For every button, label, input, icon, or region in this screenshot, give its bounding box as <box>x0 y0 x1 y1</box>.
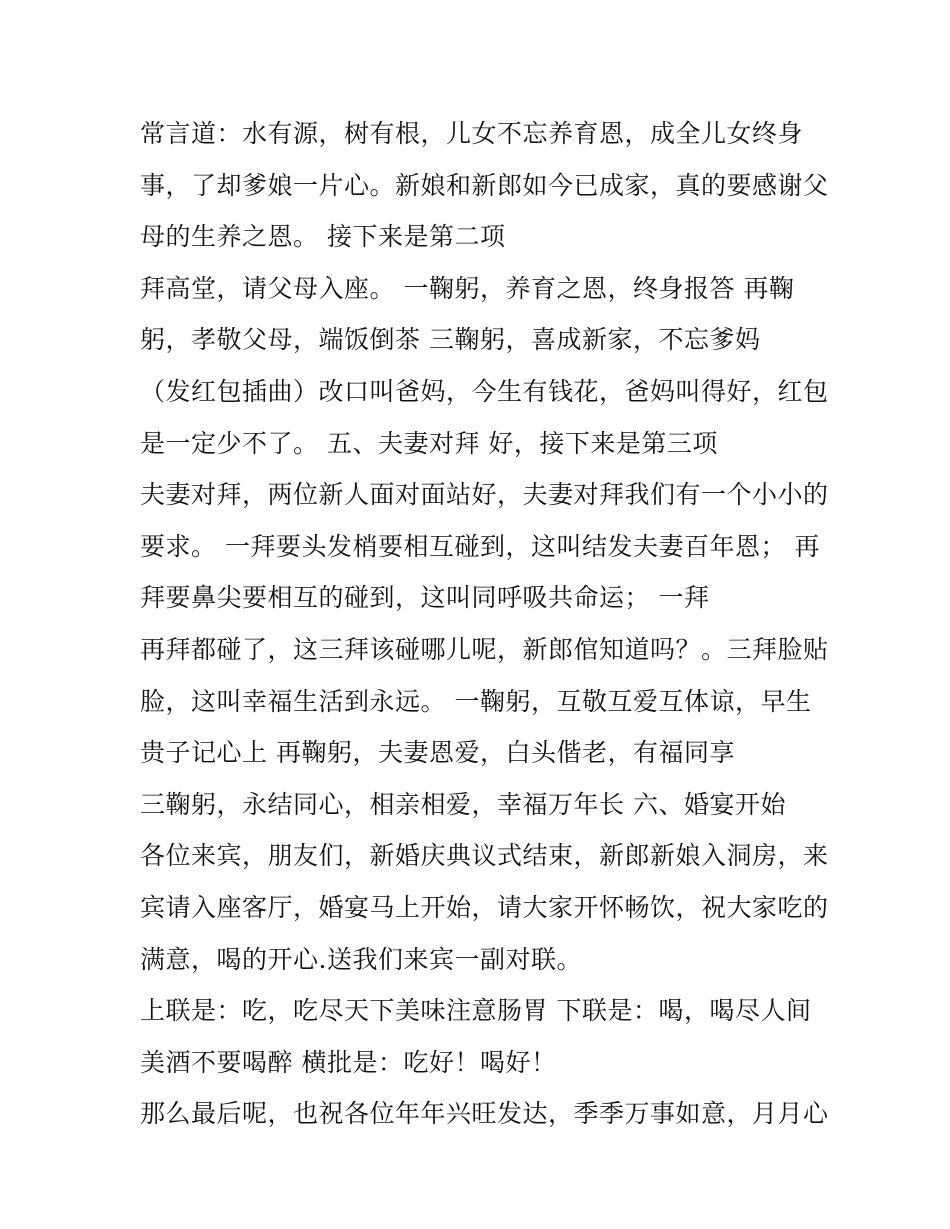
document-body <box>140 108 830 1140</box>
text-line: 母的生养之恩。 接下来是第二项 <box>140 222 506 252</box>
text-line: 拜要鼻尖要相互的碰到，这叫同呼吸共命运； 一拜 <box>140 583 710 613</box>
text-line: 宾请入座客厅，婚宴马上开始，请大家开怀畅饮，祝大家吃的 <box>140 892 829 922</box>
text-line: （发红包插曲）改口叫爸妈，今生有钱花，爸妈叫得好，红包 <box>140 376 829 406</box>
text-line: 是一定少不了。 五、夫妻对拜 好，接下来是第三项 <box>140 428 718 458</box>
text-line: 夫妻对拜，两位新人面对面站好，夫妻对拜我们有一个小小的 <box>140 480 829 510</box>
text-line: 再拜都碰了，这三拜该碰哪儿呢，新郎倌知道吗？。三拜脸贴 <box>140 634 829 664</box>
text-line: 美酒不要喝醉 横批是：吃好！喝好！ <box>140 1047 557 1077</box>
text-line: 那么最后呢，也祝各位年年兴旺发达，季季万事如意，月月心 <box>140 1099 829 1129</box>
text-line: 满意，喝的开心.送我们来宾一副对联。 <box>140 944 582 974</box>
text-line: 事，了却爹娘一片心。新娘和新郎如今已成家，真的要感谢父 <box>140 170 829 200</box>
text-line: 三鞠躬，永结同心，相亲相爱，幸福万年长 六、婚宴开始 <box>140 789 786 819</box>
text-line: 拜高堂，请父母入座。 一鞠躬，养育之恩，终身报答 再鞠 <box>140 273 795 303</box>
text-line: 常言道：水有源，树有根，儿女不忘养育恩，成全儿女终身 <box>140 119 804 148</box>
text-line: 躬，孝敬父母，端饭倒茶 三鞠躬，喜成新家，不忘爹妈 <box>140 325 761 355</box>
text-line: 贵子记心上 再鞠躬，夫妻恩爱，白头偕老，有福同享 <box>140 738 735 768</box>
text-line: 要求。 一拜要头发梢要相互碰到，这叫结发夫妻百年恩； 再 <box>140 531 820 561</box>
text-line: 上联是：吃，吃尽天下美味注意肠胃 下联是：喝，喝尽人间 <box>140 996 812 1026</box>
text-line: 脸，这叫幸福生活到永远。 一鞠躬，互敬互爱互体谅，早生 <box>140 686 812 716</box>
text-line: 各位来宾，朋友们，新婚庆典议式结束，新郎新娘入洞房，来 <box>140 841 829 871</box>
